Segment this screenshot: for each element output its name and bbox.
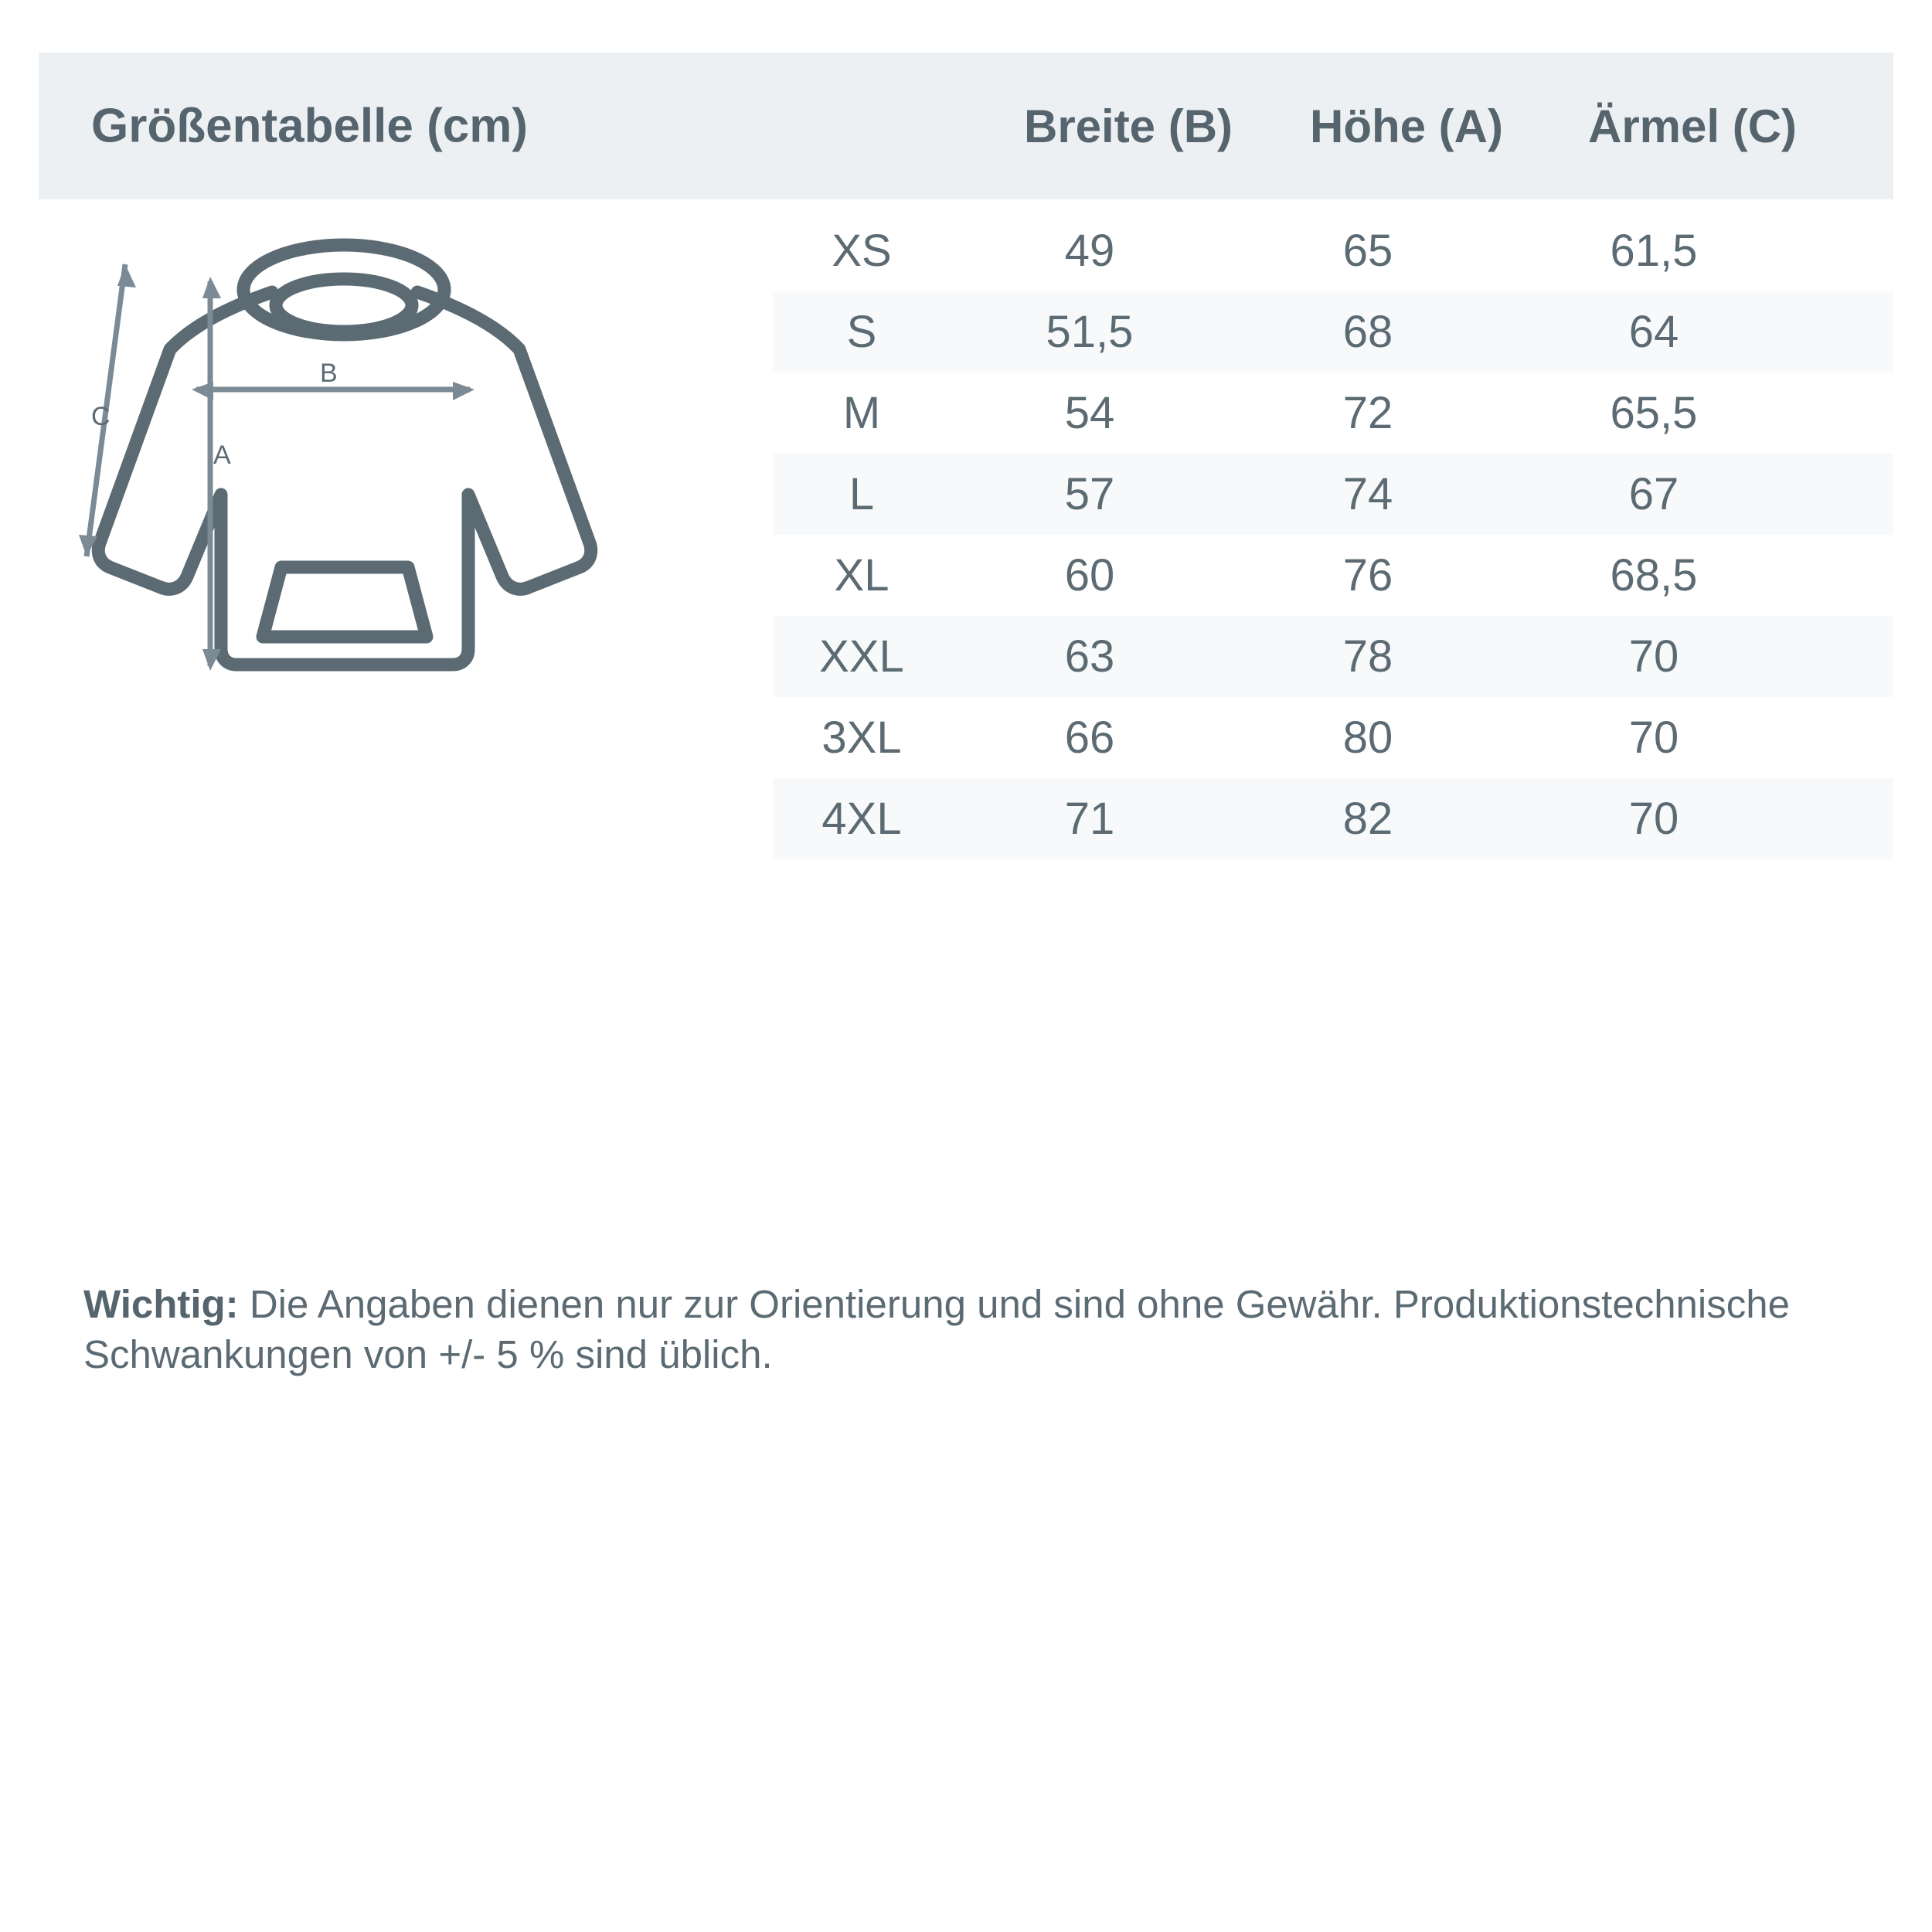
measure-label-b: B — [320, 359, 338, 388]
cell-breite: 49 — [1064, 226, 1115, 276]
cell-hoehe: 74 — [1342, 469, 1393, 519]
cell-breite: 66 — [1064, 713, 1115, 763]
cell-size: S — [846, 307, 877, 357]
column-header-hoehe: Höhe (A) — [1310, 100, 1503, 152]
cell-breite: 60 — [1064, 550, 1115, 600]
table-row — [773, 454, 1893, 535]
cell-aermel: 61,5 — [1610, 226, 1698, 276]
cell-breite: 71 — [1064, 794, 1115, 844]
cell-breite: 57 — [1064, 469, 1115, 519]
cell-size: 4XL — [821, 794, 902, 844]
footnote-label: Wichtig: — [83, 1282, 239, 1326]
cell-size: XL — [834, 550, 889, 600]
column-header-breite: Breite (B) — [1023, 100, 1233, 152]
table-row — [773, 697, 1893, 778]
table-row — [773, 778, 1893, 859]
cell-hoehe: 68 — [1342, 307, 1393, 357]
table-row — [773, 372, 1893, 454]
cell-aermel: 64 — [1628, 307, 1679, 357]
cell-size: XS — [832, 226, 892, 276]
table-row — [773, 291, 1893, 372]
cell-breite: 54 — [1064, 388, 1115, 438]
cell-hoehe: 76 — [1342, 550, 1393, 600]
cell-breite: 51,5 — [1046, 307, 1134, 357]
cell-hoehe: 78 — [1342, 631, 1393, 682]
page-title: Größentabelle (cm) — [91, 99, 528, 153]
cell-aermel: 70 — [1628, 631, 1679, 682]
cell-size: L — [849, 469, 875, 519]
cell-aermel: 67 — [1628, 469, 1679, 519]
hoodie-measurement-illustration — [70, 232, 765, 842]
footnote — [83, 1279, 1861, 1380]
table-row — [773, 616, 1893, 697]
cell-aermel: 70 — [1628, 794, 1679, 844]
cell-aermel: 65,5 — [1610, 388, 1698, 438]
table-row — [773, 535, 1893, 616]
cell-breite: 63 — [1064, 631, 1115, 682]
cell-hoehe: 80 — [1342, 713, 1393, 763]
measure-label-a: A — [213, 440, 231, 470]
cell-aermel: 68,5 — [1610, 550, 1698, 600]
cell-size: 3XL — [821, 713, 902, 763]
column-headers — [811, 53, 1893, 199]
cell-hoehe: 82 — [1342, 794, 1393, 844]
table-row — [773, 210, 1893, 291]
cell-aermel: 70 — [1628, 713, 1679, 763]
cell-size: M — [842, 388, 881, 438]
hoodie-icon — [98, 245, 590, 665]
size-chart-header — [39, 53, 1893, 199]
column-header-aermel: Ärmel (C) — [1587, 100, 1798, 152]
cell-hoehe: 65 — [1342, 226, 1393, 276]
cell-size: XXL — [819, 631, 904, 682]
cell-hoehe: 72 — [1342, 388, 1393, 438]
footnote-text: Die Angaben dienen nur zur Orientierung und sind ohne Gewähr. Produktionstechnische Schwankungen von +/- 5 % sind üblich. — [83, 1282, 1790, 1377]
measure-label-c: C — [91, 402, 111, 431]
size-table — [773, 210, 1893, 859]
